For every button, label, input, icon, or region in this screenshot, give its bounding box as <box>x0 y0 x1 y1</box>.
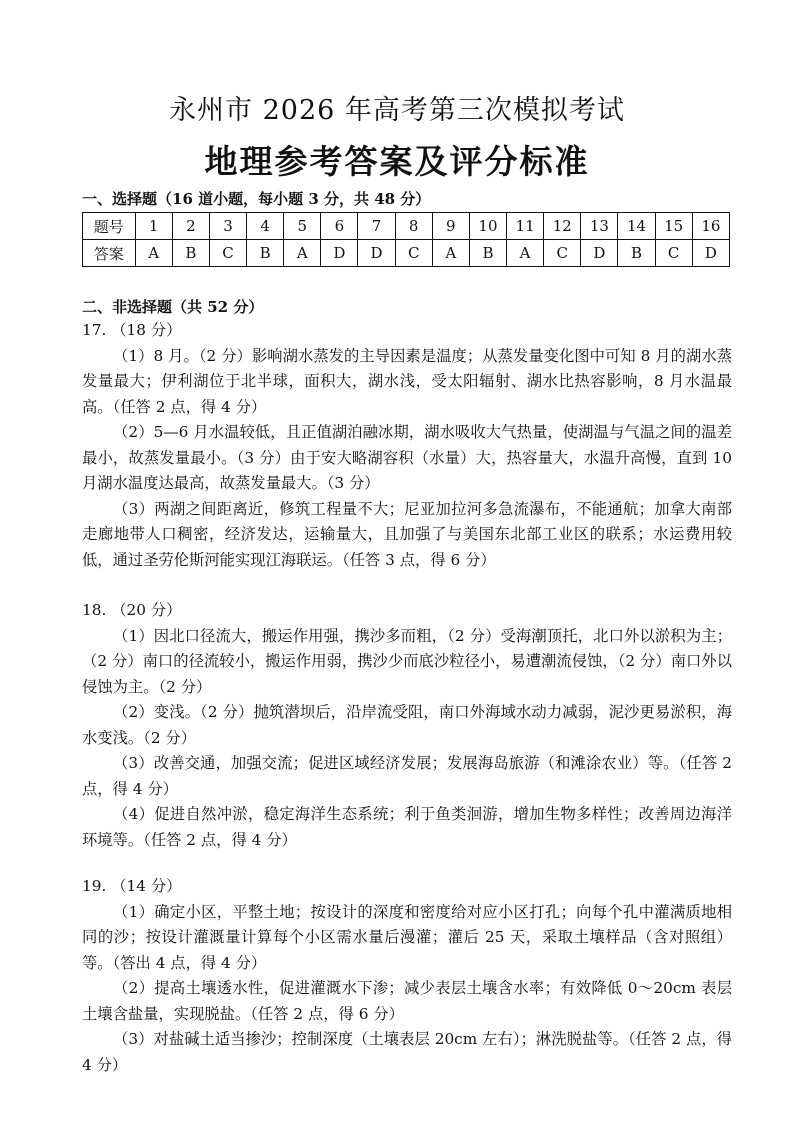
answer-table <box>82 212 730 267</box>
answer-cell: C <box>395 240 432 267</box>
question-number-cell: 12 <box>544 213 581 240</box>
answer-cell: B <box>247 240 284 267</box>
question-number: 19. （14 分） <box>82 877 182 895</box>
question-number-cell: 6 <box>321 213 358 240</box>
question-number-cell: 1 <box>135 213 172 240</box>
answer-cell: D <box>581 240 618 267</box>
answer-cell: A <box>135 240 172 267</box>
answer-cell: B <box>469 240 506 267</box>
answer-cell: A <box>284 240 321 267</box>
question-number-cell: 7 <box>358 213 395 240</box>
section2-heading: 二、非选择题（共 52 分） <box>82 298 264 316</box>
answer-cell: D <box>692 240 729 267</box>
question-number-row <box>83 213 730 240</box>
document-subtitle: 地理参考答案及评分标准 <box>204 142 590 181</box>
section1-heading: 一、选择题（16 道小题，每小题 3 分，共 48 分） <box>82 190 431 208</box>
answer-cell: C <box>655 240 692 267</box>
question-number-cell: 16 <box>692 213 729 240</box>
exam-title: 永州市 2026 年高考第三次模拟考试 <box>169 95 625 126</box>
question-number-cell: 8 <box>395 213 432 240</box>
answer-cell: C <box>209 240 246 267</box>
answer-part: （2）变浅。（2 分）抛筑潜坝后，沿岸流受阻，南口外海域水动力减弱，泥沙更易淤积，海水变浅。（2 分） <box>82 703 732 747</box>
answer-part: （3）改善交通，加强交流；促进区域经济发展；发展海岛旅游（和滩涂农业）等。（任答 2 点，得 4 分） <box>82 754 732 798</box>
question-19 <box>82 874 732 1078</box>
row-label-answer: 答案 <box>83 240 136 267</box>
answer-part: （3）对盐碱土适当掺沙；控制深度（土壤表层 20cm 左右）；淋洗脱盐等。（任答 2 点，得 4 分） <box>82 1030 732 1074</box>
answer-cell: D <box>321 240 358 267</box>
answer-cell: C <box>544 240 581 267</box>
question-number-cell: 5 <box>284 213 321 240</box>
question-number-cell: 2 <box>172 213 209 240</box>
answer-part: （4）促进自然冲淤，稳定海洋生态系统；利于鱼类洄游，增加生物多样性；改善周边海洋环境等。（任答 2 点，得 4 分） <box>82 805 732 849</box>
row-label-number: 题号 <box>83 213 136 240</box>
answer-cell: B <box>172 240 209 267</box>
question-number-cell: 14 <box>618 213 655 240</box>
answer-cell: D <box>358 240 395 267</box>
question-number-cell: 10 <box>469 213 506 240</box>
answer-part: （2）提高土壤透水性，促进灌溉水下渗；减少表层土壤含水率；有效降低 0～20cm 表层土壤含盐量，实现脱盐。（任答 2 点，得 6 分） <box>82 979 732 1023</box>
answer-cell: A <box>432 240 469 267</box>
question-number: 18. （20 分） <box>82 601 182 619</box>
question-number-cell: 9 <box>432 213 469 240</box>
answer-part: （1）确定小区，平整土地；按设计的深度和密度给对应小区打孔；向每个孔中灌满质地相同的沙；按设计灌溉量计算每个小区需水量后漫灌；灌后 25 天，采取土壤样品（含对照组）等。（答出 4 点，得 4 分） <box>82 902 732 972</box>
answer-part: （1）因北口径流大，搬运作用强，携沙多而粗，（2 分）受海潮顶托，北口外以淤积为主；（2 分）南口的径流较小，搬运作用弱，携沙少而底沙粒径小，易遭潮流侵蚀，（2 分）南口外以侵蚀为主。（2 分） <box>82 626 732 696</box>
question-number-cell: 13 <box>581 213 618 240</box>
question-18 <box>82 598 732 853</box>
question-number: 17. （18 分） <box>82 321 182 339</box>
answer-cell: B <box>618 240 655 267</box>
question-number-cell: 4 <box>247 213 284 240</box>
answer-part: （1）8 月。（2 分）影响湖水蒸发的主导因素是温度；从蒸发量变化图中可知 8 月的湖水蒸发量最大；伊利湖位于北半球，面积大，湖水浅，受太阳辐射、湖水比热容影响，8 月水温最高。（任答 2 点，得 4 分） <box>82 346 732 416</box>
question-number-cell: 15 <box>655 213 692 240</box>
question-17 <box>82 318 732 573</box>
answer-row <box>83 240 730 267</box>
question-number-cell: 3 <box>209 213 246 240</box>
answer-part: （2）5—6 月水温较低，且正值湖泊融冰期，湖水吸收大气热量，使湖温与气温之间的温差最小，故蒸发量最小。（3 分）由于安大略湖容积（水量）大，热容量大，水温升高慢，直到 10 月湖水温度达最高，故蒸发量最大。（3 分） <box>82 423 732 492</box>
answer-cell: A <box>507 240 544 267</box>
question-number-cell: 11 <box>507 213 544 240</box>
answer-part: （3）两湖之间距离近，修筑工程量不大；尼亚加拉河多急流瀑布，不能通航；加拿大南部走廊地带人口稠密，经济发达，运输量大，且加强了与美国东北部工业区的联系；水运费用较低，通过圣劳伦斯河能实现江海联运。（任答 3 点，得 6 分） <box>82 499 732 569</box>
